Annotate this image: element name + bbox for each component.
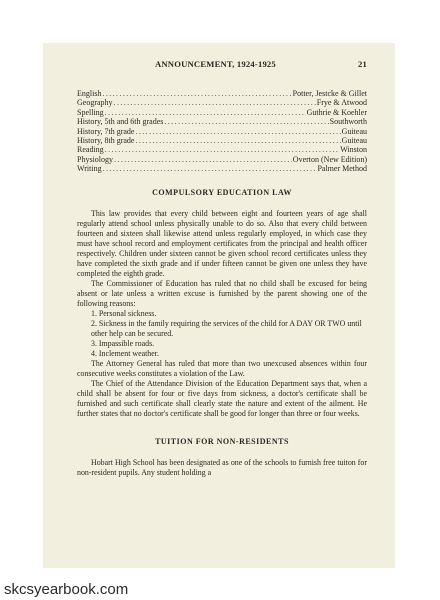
textbook-author: Palmer Method bbox=[317, 164, 367, 174]
list-item: 2. Sickness in the family requiring the services of the child for A DAY OR TWO until other help can be secured. bbox=[91, 318, 362, 338]
textbook-subject: History, 7th grade bbox=[77, 126, 135, 136]
textbook-author: Guiteau bbox=[341, 136, 367, 146]
textbook-author: Guthrie & Koehler bbox=[306, 107, 367, 117]
leader-dots bbox=[105, 108, 306, 117]
textbook-list bbox=[77, 89, 367, 174]
textbook-row bbox=[77, 117, 367, 126]
textbook-subject: Spelling bbox=[77, 107, 104, 117]
document-page bbox=[43, 43, 395, 568]
compulsory-paragraph-2: The Commissioner of Education has ruled that no child shall be excused for being absent or late unless a written excuse is furnished by the parent showing one of the following reasons: bbox=[77, 278, 367, 308]
textbook-row bbox=[77, 89, 367, 98]
leader-dots bbox=[114, 98, 316, 107]
compulsory-paragraph-4: The Chief of the Attendance Division of the Education Department says that, when a child shall be absent for four or five days from sickness, a doctor's certificate shall be furnished and such certificate shall clearly state the nature and extent of the ailment. He further states that no doctor's certificate shall be good for longer than three or four weeks. bbox=[77, 378, 367, 418]
reasons-list bbox=[77, 309, 367, 359]
leader-dots bbox=[105, 145, 340, 154]
textbook-subject: Geography bbox=[77, 98, 113, 108]
running-title: ANNOUNCEMENT, 1924-1925 bbox=[155, 59, 276, 69]
textbook-subject: Reading bbox=[77, 145, 104, 155]
textbook-author: Guiteau bbox=[341, 126, 367, 136]
textbook-row bbox=[77, 98, 367, 107]
textbook-row bbox=[77, 108, 367, 117]
page-number: 21 bbox=[358, 59, 367, 69]
textbook-author: Frye & Atwood bbox=[316, 98, 367, 108]
page-header bbox=[77, 59, 367, 69]
list-item: 1. Personal sickness. bbox=[91, 308, 157, 318]
leader-dots bbox=[102, 89, 291, 98]
textbook-subject: Writing bbox=[77, 164, 102, 174]
compulsory-paragraph-3: The Attorney General has ruled that more than two unexcused absences within four consecutive weeks constitutes a violation of the Law. bbox=[77, 358, 367, 378]
leader-dots bbox=[103, 164, 317, 173]
leader-dots bbox=[135, 136, 340, 145]
watermark-text: skcsyearbook.com bbox=[4, 581, 129, 598]
textbook-row bbox=[77, 145, 367, 154]
textbook-row bbox=[77, 127, 367, 136]
compulsory-paragraph-1: This law provides that every child between eight and fourteen years of age shall regularly attend school unless physically unable to do so. Also that every child between fourteen and sixteen shall likewise attend unless regularly employed, in which case they must have school record and employment certificates from the principal and health officer respectively. Children under sixteen cannot be given school record certificates unless they have completed the sixth grade and if under fifteen cannot be given one unless they have completed the eighth grade. bbox=[77, 208, 367, 278]
leader-dots bbox=[114, 155, 292, 164]
textbook-subject: English bbox=[77, 89, 102, 98]
leader-dots bbox=[135, 127, 340, 136]
textbook-subject: Physiology bbox=[77, 154, 114, 164]
textbook-author: Winston bbox=[340, 145, 367, 155]
tuition-section-title: TUITION FOR NON-RESIDENTS bbox=[155, 436, 289, 446]
list-item: 4. Inclement weather. bbox=[91, 348, 159, 358]
textbook-row bbox=[77, 136, 367, 145]
textbook-author: Overton (New Edition) bbox=[292, 154, 367, 164]
textbook-subject: History, 5th and 6th grades bbox=[77, 117, 164, 127]
textbook-author: Potter, Jestcke & Gillet bbox=[292, 89, 367, 98]
compulsory-section-title: COMPULSORY EDUCATION LAW bbox=[152, 187, 292, 197]
textbook-subject: History, 8th grade bbox=[77, 136, 135, 146]
textbook-author: Southworth bbox=[329, 117, 367, 127]
textbook-row bbox=[77, 155, 367, 164]
tuition-paragraph-1: Hobart High School has been designated as one of the schools to furnish free tuiton for non-resident pupils. Any student holding a bbox=[77, 457, 367, 477]
leader-dots bbox=[164, 117, 328, 126]
textbook-row bbox=[77, 164, 367, 173]
list-item: 3. Impassible roads. bbox=[91, 338, 155, 348]
